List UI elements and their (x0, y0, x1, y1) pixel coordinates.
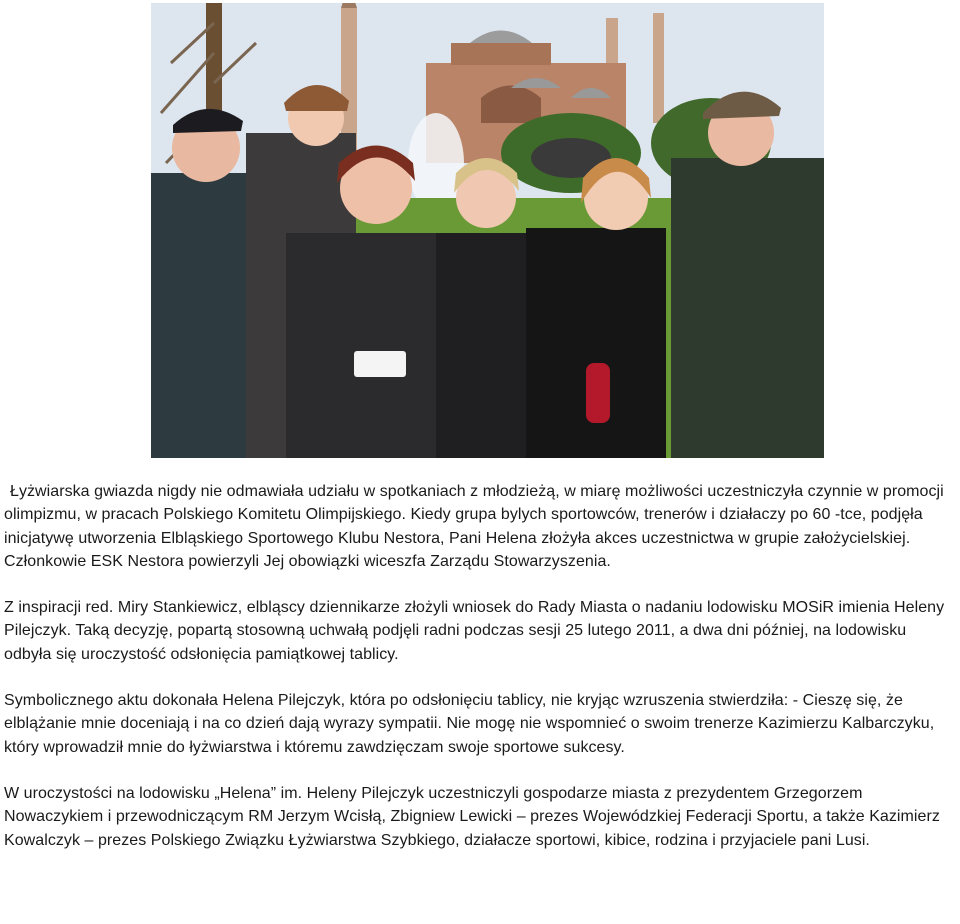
paragraph-2: Z inspiracji red. Miry Stankiewicz, elbląscy dziennikarze złożyli wniosek do Rady Miasta o nadaniu lodowisku MOSiR imienia Heleny Pilejczyk. Taką decyzję, popartą stosowną uchwałą podjęli radni podczas sesji 25 lutego 2011, a dwa dni później, na lodowisku odbyła się uroczystość odsłonięcia pamiątkowej tablicy. (4, 599, 945, 663)
paragraph-1: Łyżwiarska gwiazda nigdy nie odmawiała udziału w spotkaniach z młodzieżą, w miarę możliwości uczestniczyła czynnie w promocji olimpizmu, w pracach Polskiego Komitetu Olimpijskiego. Kiedy grupa bylych sportowców, trenerów i działaczy po 60 -tce, podjęła inicjatywę utworzenia Elbląskiego Sportowego Klubu Nestora, Pani Helena złożyła akces uczestnictwa w grupie założycielskiej. Członkowie ESK Nestora powierzyli Jej obowiązki wiceszfa Zarządu Stowarzyszenia. (4, 483, 944, 570)
paragraph-3: Symbolicznego aktu dokonała Helena Pilejczyk, która po odsłonięciu tablicy, nie kryjąc wzruszenia stwierdziła: - Cieszę się, że elblążanie mnie doceniają i na co dzień dają wyrazy sympatii. Nie mogę nie wspomnieć o swoim trenerze Kazimierzu Kalbarczyku, który wprowadził mnie do łyżwiarstwa i któremu zawdzięczam swoje sportowe sukcesy. (4, 692, 935, 756)
person-right-man (671, 158, 824, 458)
minaret-far-right (653, 13, 664, 123)
red-handbag (586, 363, 610, 423)
person-woman-laughing (526, 228, 666, 458)
held-card (354, 351, 406, 377)
person-woman-center (286, 233, 461, 458)
group-photo-illustration (151, 3, 824, 458)
paragraph-4: W uroczystości na lodowisku „Helena” im. Heleny Pilejczyk uczestniczyli gospodarze miasta z prezydentem Grzegorzem Nowaczykiem i przewodniczącym RM Jerzym Wcisłą, Zbigniew Lewicki – prezes Wojewódzkiej Federacji Sportu, a także Kazimierz Kowalczyk – prezes Polskiego Związku Łyżwiarstwa Szybkiego, działacze sportowi, kibice, rodzina i przyjaciele pani Lusi. (4, 784, 940, 849)
article-body (4, 480, 956, 875)
group-photo (151, 3, 824, 458)
